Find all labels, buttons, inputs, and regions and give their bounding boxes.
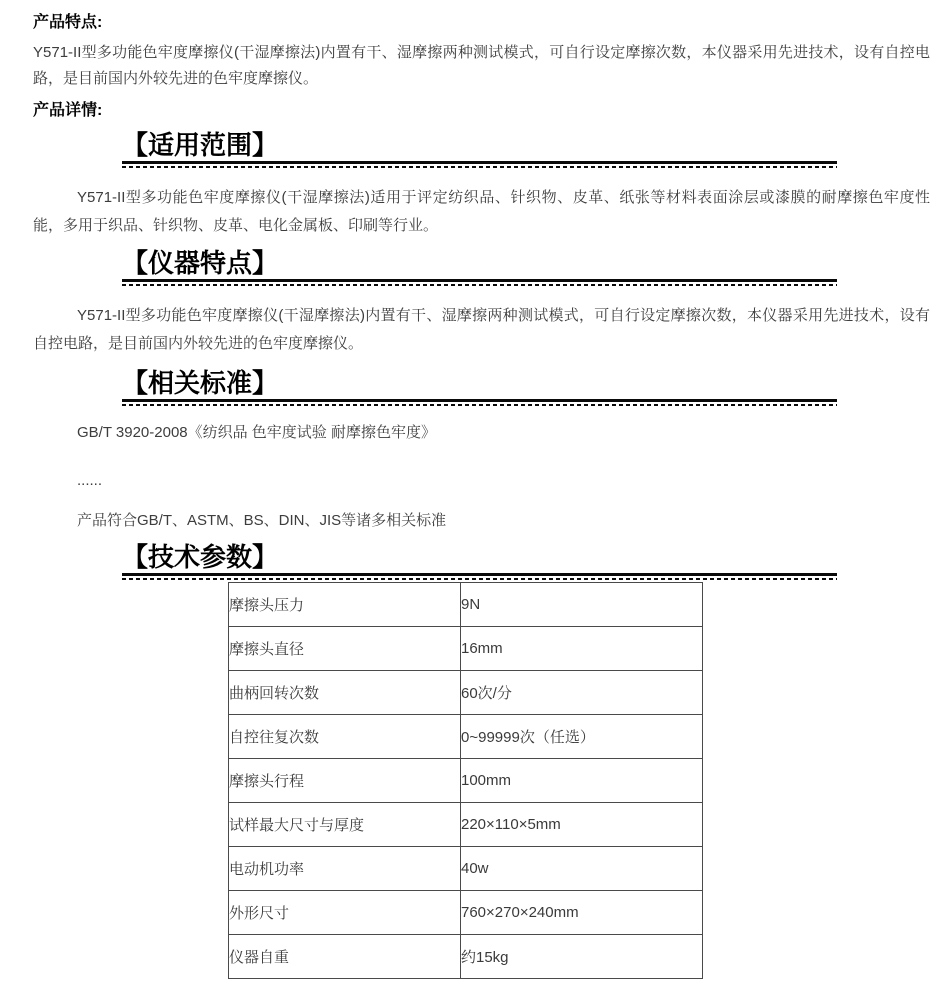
table-row — [229, 935, 703, 979]
table-row — [229, 847, 703, 891]
table-row — [229, 891, 703, 935]
heading-underline-dashed — [122, 578, 837, 580]
section-scope-paragraph: Y571-II型多功能色牢度摩擦仪(干湿摩擦法)适用于评定纺织品、针织物、皮革、纸张等材料表面涂层或漆膜的耐摩擦色牢度性能，多用于织品、针织物、皮革、电化金属板、印刷等行业。 — [33, 189, 930, 234]
heading-underline-solid — [122, 399, 837, 402]
section-instrument-features — [33, 248, 930, 358]
spec-value-cell: 0~99999次（任选） — [461, 715, 703, 759]
spec-label-cell: 自控往复次数 — [229, 715, 461, 759]
spec-label-cell: 摩擦头直径 — [229, 627, 461, 671]
table-row — [229, 715, 703, 759]
heading-underline-solid — [122, 573, 837, 576]
spec-table — [228, 582, 703, 979]
section-title-specs: 【技术参数】 — [122, 542, 279, 572]
heading-underline-dashed — [122, 404, 837, 406]
section-specs — [33, 542, 930, 979]
spec-label-cell: 仪器自重 — [229, 935, 461, 979]
spec-label-cell: 试样最大尺寸与厚度 — [229, 803, 461, 847]
standard-compliance-line: 产品符合GB/T、ASTM、BS、DIN、JIS等诸多相关标准 — [77, 512, 447, 529]
spec-label-cell: 摩擦头压力 — [229, 583, 461, 627]
spec-value-cell: 40w — [461, 847, 703, 891]
product-features-paragraph: Y571-II型多功能色牢度摩擦仪(干湿摩擦法)内置有干、湿摩擦两种测试模式，可自行设定摩擦次数，本仪器采用先进技术，设有自控电路，是目前国内外较先进的色牢度摩擦仪。 — [33, 44, 930, 87]
section-title-instrument: 【仪器特点】 — [122, 248, 279, 278]
spec-label-cell: 电动机功率 — [229, 847, 461, 891]
table-row — [229, 759, 703, 803]
spec-value-cell: 220×110×5mm — [461, 803, 703, 847]
standard-line: GB/T 3920-2008《纺织品 色牢度试验 耐摩擦色牢度》 — [77, 424, 436, 441]
spec-value-cell: 9N — [461, 583, 703, 627]
spec-value-cell: 约15kg — [461, 935, 703, 979]
section-standards — [33, 368, 930, 532]
spec-value-cell: 760×270×240mm — [461, 891, 703, 935]
heading-underline-solid — [122, 161, 837, 164]
spec-value-cell: 16mm — [461, 627, 703, 671]
section-heading-standards — [122, 368, 837, 406]
heading-underline-dashed — [122, 166, 837, 168]
table-row — [229, 803, 703, 847]
section-heading-instrument — [122, 248, 837, 286]
table-row — [229, 627, 703, 671]
section-heading-scope — [122, 130, 837, 168]
section-instrument-paragraph: Y571-II型多功能色牢度摩擦仪(干湿摩擦法)内置有干、湿摩擦两种测试模式，可自行设定摩擦次数，本仪器采用先进技术，设有自控电路，是目前国内外较先进的色牢度摩擦仪。 — [33, 307, 930, 352]
section-scope — [33, 130, 930, 240]
spec-label-cell: 外形尺寸 — [229, 891, 461, 935]
product-features-heading: 产品特点: — [33, 14, 103, 31]
spec-label-cell: 摩擦头行程 — [229, 759, 461, 803]
product-details-heading: 产品详情: — [33, 102, 103, 119]
spec-value-cell: 100mm — [461, 759, 703, 803]
spec-value-cell: 60次/分 — [461, 671, 703, 715]
section-title-scope: 【适用范围】 — [122, 130, 279, 160]
section-heading-specs — [122, 542, 837, 580]
table-row — [229, 671, 703, 715]
heading-underline-dashed — [122, 284, 837, 286]
standard-ellipsis-line: ...... — [77, 472, 103, 489]
section-title-standards: 【相关标准】 — [122, 368, 279, 398]
table-row — [229, 583, 703, 627]
heading-underline-solid — [122, 279, 837, 282]
spec-label-cell: 曲柄回转次数 — [229, 671, 461, 715]
